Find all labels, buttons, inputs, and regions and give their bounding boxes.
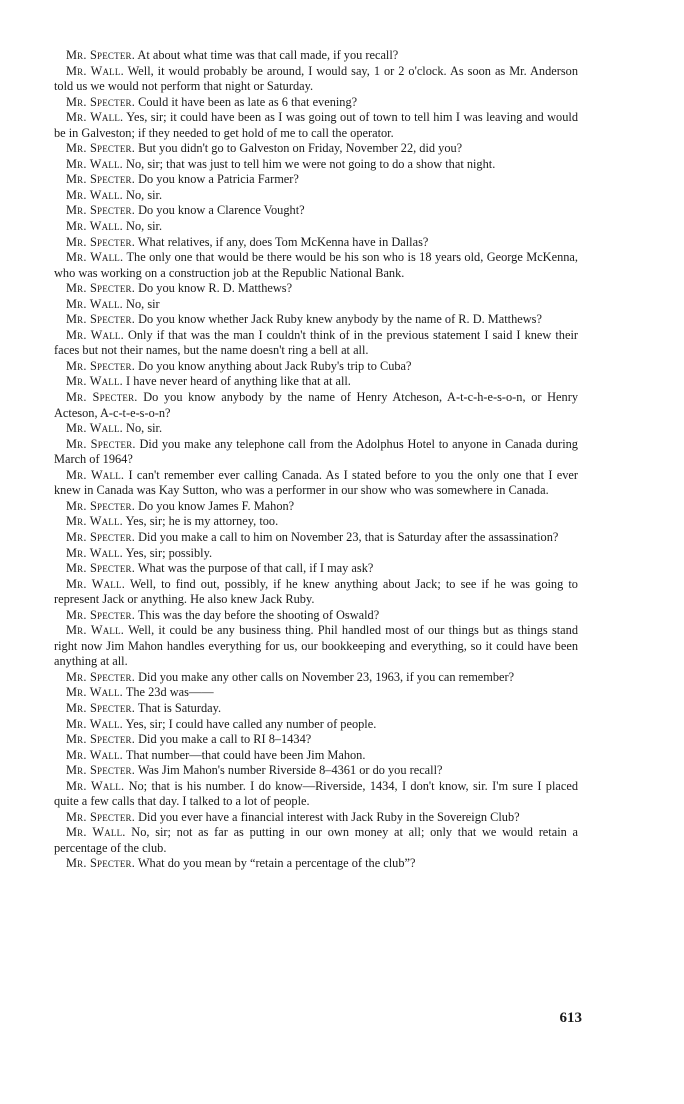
statement-text: Do you know a Patricia Farmer? (135, 172, 299, 187)
statement-text: Did you ever have a financial interest with Jack Ruby in the Sovereign Club? (135, 809, 520, 824)
speaker-label: Mr. Specter. (66, 312, 136, 327)
statement-text: Do you know a Clarence Vought? (135, 203, 305, 218)
testimony-paragraph (54, 421, 578, 437)
speaker-label: Mr. Specter. (66, 561, 136, 576)
speaker-label: Mr. Specter. (66, 281, 136, 296)
testimony-paragraph (54, 530, 578, 546)
speaker-label: Mr. Wall. (66, 545, 123, 560)
testimony-paragraph (54, 468, 578, 499)
statement-text: This was the day before the shooting of Oswald? (135, 607, 380, 622)
speaker-label: Mr. Specter. (66, 94, 136, 109)
speaker-label: Mr. Specter. (66, 763, 136, 778)
speaker-label: Mr. Wall. (66, 623, 125, 638)
speaker-label: Mr. Specter. (66, 141, 136, 156)
speaker-label: Mr. Specter. (66, 732, 136, 747)
testimony-paragraph (54, 748, 578, 764)
statement-text: Yes, sir; possibly. (122, 545, 213, 560)
statement-text: Only if that was the man I couldn't think of in the previous statement I said I knew their faces but not their names, but the name doesn't ring a bell at all. (54, 327, 578, 358)
speaker-label: Mr. Wall. (66, 110, 124, 125)
testimony-paragraph (54, 623, 578, 670)
statement-text: No, sir; not as far as putting in our own money at all; only that we would retain a percentage of the club. (54, 825, 578, 855)
speaker-label: Mr. Specter. (66, 498, 136, 513)
testimony-paragraph (54, 856, 578, 872)
speaker-label: Mr. Specter. (66, 234, 136, 249)
speaker-label: Mr. Specter. (66, 809, 136, 824)
statement-text: Do you know James F. Mahon? (135, 498, 295, 513)
statement-text: The only one that would be there would be his son who is 18 years old, George McKenna, who was working on a construction job at the Republic National Bank. (54, 250, 578, 280)
statement-text: Well, it would probably be around, I would say, 1 or 2 o'clock. As soon as Mr. Anderson told us we would not perform that night or Saturday. (54, 63, 578, 94)
speaker-label: Mr. Wall. (66, 374, 123, 389)
speaker-label: Mr. Wall. (66, 421, 123, 436)
statement-text: No, sir. (122, 421, 163, 436)
statement-text: I have never heard of anything like that at all. (122, 374, 351, 389)
testimony-paragraph (54, 577, 578, 608)
testimony-paragraph (54, 810, 578, 826)
statement-text: Yes, sir; he is my attorney, too. (122, 514, 279, 529)
testimony-text (54, 48, 578, 872)
statement-text: No, sir (122, 296, 160, 311)
statement-text: Do you know anything about Jack Ruby's trip to Cuba? (135, 358, 412, 373)
statement-text: Did you make any telephone call from the Adolphus Hotel to anyone in Canada during March of 1964? (54, 436, 578, 467)
speaker-label: Mr. Wall. (66, 576, 125, 591)
speaker-label: Mr. Specter. (66, 48, 136, 62)
statement-text: No; that is his number. I do know—Riverside, 1434, I don't know, sir. I'm sure I placed quite a few calls that day. I talked to a lot of people. (54, 778, 578, 809)
statement-text: Did you make a call to him on November 23, that is Saturday after the assassination? (135, 529, 559, 544)
statement-text: At about what time was that call made, if you recall? (135, 48, 399, 62)
speaker-label: Mr. Wall. (66, 685, 123, 700)
speaker-label: Mr. Specter. (66, 436, 136, 451)
testimony-paragraph (54, 437, 578, 468)
speaker-label: Mr. Wall. (66, 219, 123, 234)
speaker-label: Mr. Specter. (66, 358, 136, 373)
testimony-paragraph (54, 732, 578, 748)
statement-text: Did you make a call to RI 8–1434? (135, 732, 312, 747)
statement-text: Could it have been as late as 6 that evening? (135, 94, 358, 109)
statement-text: Do you know anybody by the name of Henry Atcheson, A-t-c-h-e-s-o-n, or Henry Acteson, A-c-t-e-s-o-n? (54, 390, 578, 420)
speaker-label: Mr. Wall. (66, 187, 123, 202)
speaker-label: Mr. Wall. (66, 514, 123, 529)
statement-text: Do you know whether Jack Ruby knew anybody by the name of R. D. Matthews? (135, 312, 542, 327)
speaker-label: Mr. Wall. (66, 327, 124, 342)
testimony-paragraph (54, 250, 578, 281)
statement-text: Was Jim Mahon's number Riverside 8–4361 or do you recall? (135, 763, 443, 778)
speaker-label: Mr. Wall. (66, 250, 124, 265)
statement-text: Yes, sir; I could have called any number of people. (122, 716, 377, 731)
testimony-paragraph (54, 608, 578, 624)
statement-text: The 23d was—— (122, 685, 214, 700)
testimony-paragraph (54, 235, 578, 251)
testimony-paragraph (54, 64, 578, 95)
testimony-paragraph (54, 219, 578, 235)
statement-text: No, sir. (122, 187, 163, 202)
testimony-paragraph (54, 763, 578, 779)
statement-text: Do you know R. D. Matthews? (135, 281, 293, 296)
testimony-paragraph (54, 717, 578, 733)
speaker-label: Mr. Wall. (66, 747, 123, 762)
speaker-label: Mr. Wall. (66, 778, 125, 793)
testimony-paragraph (54, 561, 578, 577)
speaker-label: Mr. Specter. (66, 607, 136, 622)
statement-text: I can't remember ever calling Canada. As I stated before to you the only one that I ever knew in Canada was Kay Sutton, who was a performer in our show who was somewhere in Canada. (54, 467, 578, 498)
speaker-label: Mr. Specter. (66, 856, 136, 871)
testimony-paragraph (54, 188, 578, 204)
testimony-paragraph (54, 172, 578, 188)
statement-text: But you didn't go to Galveston on Friday, November 22, did you? (135, 141, 463, 156)
testimony-paragraph (54, 157, 578, 173)
testimony-paragraph (54, 825, 578, 856)
testimony-paragraph (54, 514, 578, 530)
statement-text: What relatives, if any, does Tom McKenna have in Dallas? (135, 234, 429, 249)
speaker-label: Mr. Specter. (66, 529, 136, 544)
page-number: 613 (559, 1010, 582, 1026)
statement-text: Did you make any other calls on November 23, 1963, if you can remember? (135, 669, 515, 684)
statement-text: Well, to find out, possibly, if he knew anything about Jack; to see if he was going to represent Jack or anything. He also knew Jack Ruby. (54, 576, 578, 607)
statement-text: Well, it could be any business thing. Phil handled most of our things but as things stand right now Jim Mahon handles everything for us, our bookkeeping and everything, so it could have been anything at all. (54, 623, 578, 669)
speaker-label: Mr. Wall. (66, 63, 124, 78)
statement-text: No, sir. (122, 219, 163, 234)
testimony-paragraph (54, 546, 578, 562)
statement-text: Yes, sir; it could have been as I was going out of town to tell him I was leaving and would be in Galveston; if they needed to get hold of me to call the operator. (54, 110, 578, 140)
testimony-paragraph (54, 390, 578, 421)
speaker-label: Mr. Specter. (66, 669, 136, 684)
speaker-label: Mr. Specter. (66, 390, 138, 405)
testimony-paragraph (54, 312, 578, 328)
statement-text: No, sir; that was just to tell him we were not going to do a show that night. (122, 156, 496, 171)
testimony-paragraph (54, 281, 578, 297)
speaker-label: Mr. Specter. (66, 203, 136, 218)
testimony-paragraph (54, 670, 578, 686)
speaker-label: Mr. Specter. (66, 700, 136, 715)
statement-text: That is Saturday. (135, 700, 222, 715)
testimony-paragraph (54, 685, 578, 701)
testimony-paragraph (54, 110, 578, 141)
testimony-paragraph (54, 328, 578, 359)
testimony-paragraph (54, 374, 578, 390)
speaker-label: Mr. Wall. (66, 156, 123, 171)
testimony-paragraph (54, 499, 578, 515)
testimony-paragraph (54, 203, 578, 219)
speaker-label: Mr. Wall. (66, 825, 126, 840)
testimony-paragraph (54, 359, 578, 375)
testimony-paragraph (54, 779, 578, 810)
statement-text: What do you mean by “retain a percentage of the club”? (135, 856, 416, 871)
speaker-label: Mr. Specter. (66, 172, 136, 187)
speaker-label: Mr. Wall. (66, 296, 123, 311)
testimony-paragraph (54, 48, 578, 64)
testimony-paragraph (54, 141, 578, 157)
testimony-paragraph (54, 297, 578, 313)
testimony-paragraph (54, 95, 578, 111)
statement-text: What was the purpose of that call, if I may ask? (135, 561, 374, 576)
speaker-label: Mr. Wall. (66, 467, 125, 482)
testimony-paragraph (54, 701, 578, 717)
statement-text: That number—that could have been Jim Mahon. (122, 747, 366, 762)
speaker-label: Mr. Wall. (66, 716, 123, 731)
